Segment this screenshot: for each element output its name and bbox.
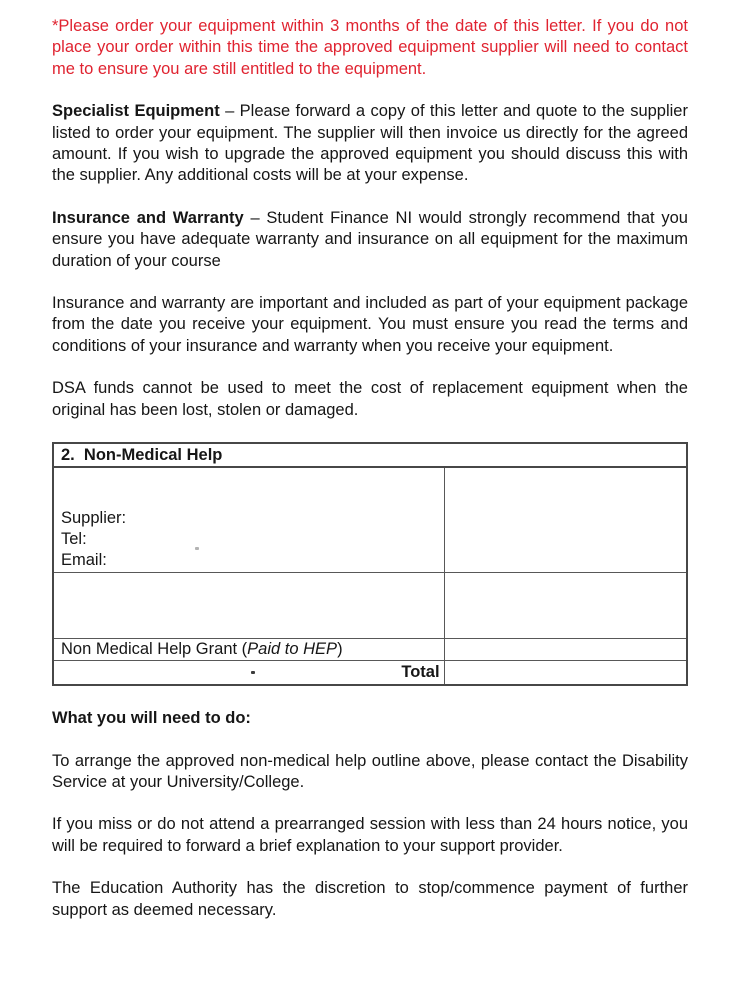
- paragraph-arrange-help: To arrange the approved non-medical help outline above, please contact the Disability Service at your University/College.: [52, 751, 688, 791]
- grant-label-prefix: Non Medical Help Grant (: [61, 640, 248, 659]
- total-value-cell: [445, 661, 686, 684]
- grant-label-cell: [54, 639, 445, 660]
- empty-cell-left: [54, 573, 445, 638]
- insurance-warranty-lead: Insurance and Warranty: [52, 208, 244, 227]
- table-title: 2. Non-Medical Help: [54, 444, 686, 468]
- total-label-cell: Total: [54, 661, 445, 684]
- order-deadline-notice: *Please order your equipment within 3 months of the date of this letter. If you do not place your order within this time the approved equipment supplier will need to contact me to ensure you are still entitled to the equipment.: [52, 17, 688, 78]
- tel-label: Tel:: [61, 530, 87, 549]
- paragraph-specialist-equipment: [52, 101, 688, 187]
- email-label: Email:: [61, 551, 107, 570]
- what-to-do-heading: What you will need to do:: [52, 709, 251, 728]
- scan-speck: [251, 671, 255, 674]
- insurance-warranty-body: – Student Finance NI would strongly recommend that you ensure you have adequate warranty and insurance on all equipment for the maximum duration of your course: [52, 208, 688, 270]
- scan-speck: [195, 547, 199, 550]
- grant-label-italic: Paid to HEP: [247, 640, 338, 659]
- specialist-equipment-lead: Specialist Equipment: [52, 102, 220, 121]
- paragraph-education-authority: The Education Authority has the discretion to stop/commence payment of further support as deemed necessary.: [52, 879, 688, 919]
- table-row-supplier: [54, 468, 686, 573]
- paragraph-insurance-warranty: [52, 208, 688, 272]
- supplier-value-cell: [445, 468, 686, 572]
- paragraph-missed-session: If you miss or do not attend a prearranged session with less than 24 hours notice, you will be required to forward a brief explanation to your support provider.: [52, 815, 688, 855]
- paragraph-insurance-info: Insurance and warranty are important and included as part of your equipment package from the date you receive your equipment. You must ensure you read the terms and conditions of your insurance and warranty when you receive your equipment.: [52, 294, 688, 355]
- table-row-grant: [54, 639, 686, 661]
- non-medical-help-table: [52, 442, 688, 686]
- grant-label-suffix: ): [337, 640, 343, 659]
- supplier-contact-cell: [54, 468, 445, 572]
- empty-cell-right: [445, 573, 686, 638]
- paragraph-dsa-funds: DSA funds cannot be used to meet the cost of replacement equipment when the original has been lost, stolen or damaged.: [52, 379, 688, 419]
- table-row-total: [54, 661, 686, 684]
- grant-value-cell: [445, 639, 686, 660]
- table-row-empty: [54, 573, 686, 639]
- specialist-equipment-body: – Please forward a copy of this letter and quote to the supplier listed to order your equipment. The supplier will then invoice us directly for the agreed amount. If you wish to upgrade the approved equipment you should discuss this with the supplier. Any additional costs will be at your expense.: [52, 102, 688, 185]
- supplier-label: Supplier:: [61, 509, 127, 528]
